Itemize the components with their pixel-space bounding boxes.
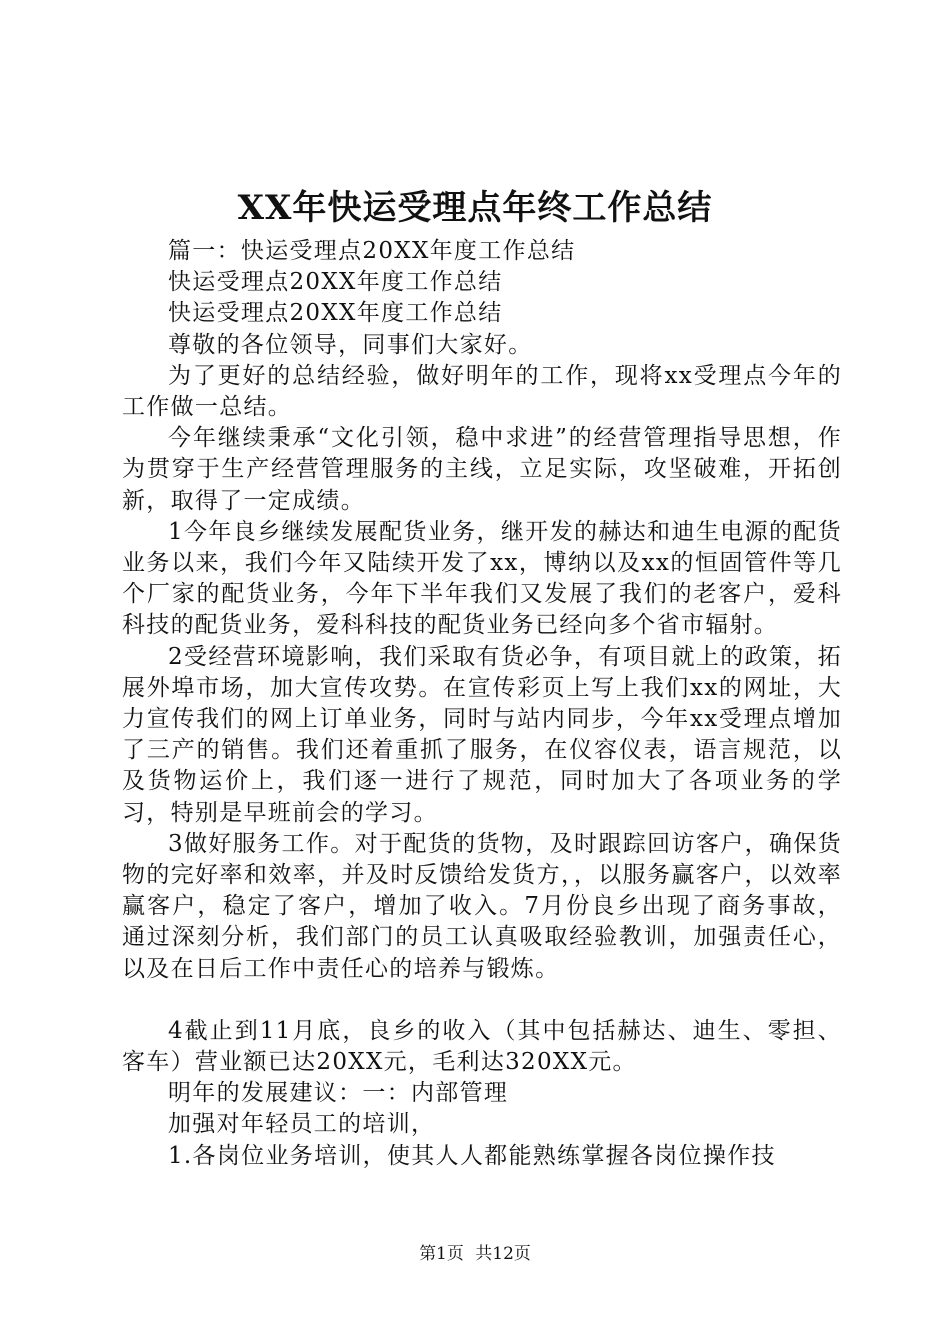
paragraph-greeting: 尊敬的各位领导，同事们大家好。 — [168, 331, 533, 358]
paragraph-subtitle: 快运受理点20XX年度工作总结 — [168, 269, 503, 296]
document-title: XX年快运受理点年终工作总结 — [237, 188, 713, 228]
paragraph-subtitle-repeat: 快运受理点20XX年度工作总结 — [168, 300, 503, 327]
paragraph-point-2: 2受经营环境影响，我们采取有货必争，有项目就上的政策，拓展外埠市场，加大宣传攻势。在宣传彩页上写上我们xx的网址，大力宣传我们的网上订单业务，同时与站内同步，今年xx受理点增加了三产的销售。我们还着重抓了服务，在仪容仪表，语言规范，以及货物运价上，我们逐一进行了规范，同时加大了各项业务的学习，特别是早班前会的学习。 — [122, 643, 842, 826]
paragraph-training-item-1: 1.各岗位业务培训，使其人人都能熟练掌握各岗位操作技 — [168, 1142, 776, 1169]
paragraph-section-heading: 篇一：快运受理点20XX年度工作总结 — [168, 238, 576, 264]
paragraph-training: 加强对年轻员工的培训， — [168, 1111, 436, 1138]
page-number: 第1页 — [419, 1244, 464, 1264]
paragraph-intro: 为了更好的总结经验，做好明年的工作，现将xx受理点今年的工作做一总结。 — [122, 362, 842, 421]
page-footer — [0, 1242, 950, 1266]
paragraph-suggestion-heading: 明年的发展建议：一：内部管理 — [168, 1080, 509, 1107]
paragraph-point-4: 4截止到11月底，良乡的收入（其中包括赫达、迪生、零担、客车）营业额已达20XX元，毛利达320XX元。 — [122, 1017, 842, 1076]
page-total: 共12页 — [475, 1244, 531, 1264]
paragraph-philosophy: 今年继续秉承“文化引领，稳中求进”的经营管理指导思想，作为贯穿于生产经营管理服务的主线，立足实际，攻坚破难，开拓创新，取得了一定成绩。 — [122, 425, 842, 514]
document-body — [122, 236, 842, 1172]
paragraph-gap — [122, 985, 842, 1016]
paragraph-point-1: 1今年良乡继续发展配货业务，继开发的赫达和迪生电源的配货业务以来，我们今年又陆续开发了xx，博纳以及xx的恒固管件等几个厂家的配货业务，今年下半年我们又发展了我们的老客户，爱科科技的配货业务，爱科科技的配货业务已经向多个省市辐射。 — [122, 518, 842, 639]
paragraph-point-3: 3做好服务工作。对于配货的货物，及时跟踪回访客户，确保货物的完好率和效率，并及时反馈给发货方，，以服务赢客户，以效率赢客户，稳定了客户，增加了收入。7月份良乡出现了商务事故，通过深刻分析，我们部门的员工认真吸取经验教训，加强责任心，以及在日后工作中责任心的培养与锻炼。 — [122, 830, 842, 982]
